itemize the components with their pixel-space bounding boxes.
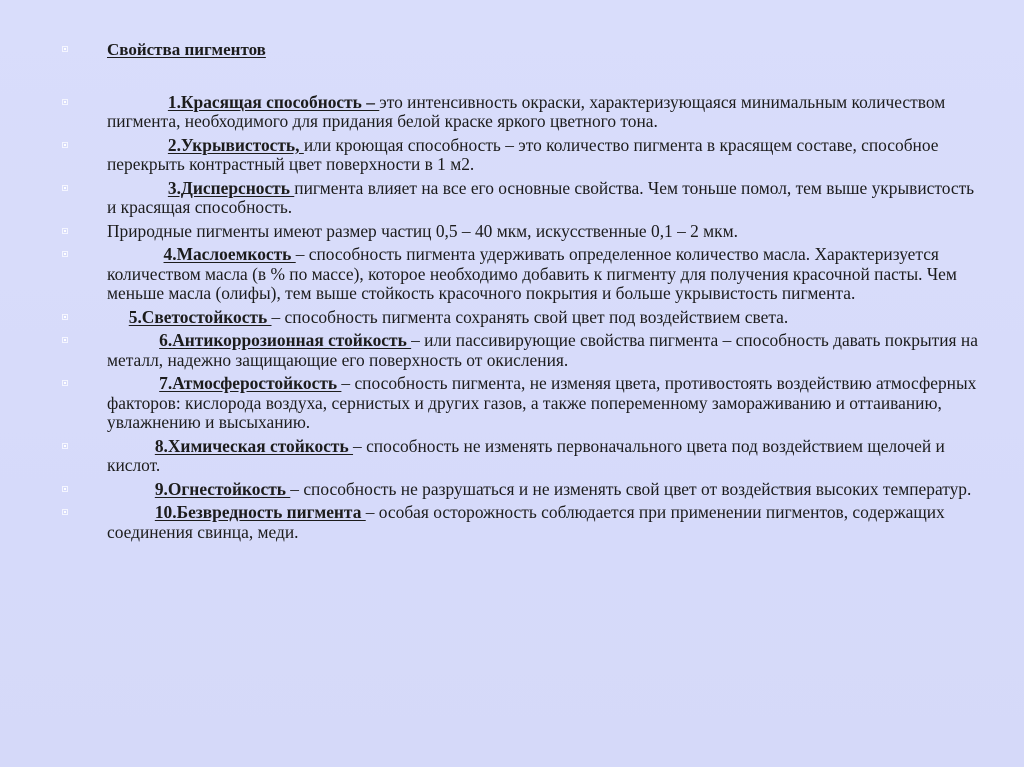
property-text: – особая осторожность соблюдается при применении пигментов, содержащих соединения свинца, меди. xyxy=(107,502,945,542)
property-term: 1.Красящая способность – xyxy=(167,91,380,112)
indent xyxy=(107,479,155,499)
indent xyxy=(107,178,168,198)
property-term: 6.Антикоррозионная стойкость xyxy=(159,330,412,350)
square-bullet-icon xyxy=(62,443,68,449)
square-bullet-icon xyxy=(62,99,68,105)
property-text: или кроющая способность – это количество пигмента в красящем составе, способное перекрыть контрастный цвет поверхности в 1 м2. xyxy=(107,134,939,174)
property-text: – способность не изменять первоначального цвета под воздействием щелочей и кислот. xyxy=(107,435,945,475)
square-bullet-icon xyxy=(62,509,68,515)
indent xyxy=(107,373,159,393)
property-text: это интенсивность окраски, характеризующаяся минимальным количеством пигмента, необходимого для придания белой краске яркого цветного тона. xyxy=(107,91,946,131)
indent xyxy=(107,244,164,264)
square-bullet-icon xyxy=(62,380,68,386)
list-item xyxy=(62,308,982,328)
list-item xyxy=(62,437,982,476)
list-item xyxy=(62,222,982,242)
slide-title: Свойства пигментов xyxy=(107,40,266,59)
indent xyxy=(107,502,155,522)
square-bullet-icon xyxy=(62,142,68,148)
property-term: 5.Светостойкость xyxy=(128,306,272,327)
square-bullet-icon xyxy=(62,185,68,191)
indent xyxy=(107,92,168,112)
property-text: – способность пигмента удерживать определенное количество масла. Характеризуется количеством масла (в % по массе), которое необходимо добавить к пигменту для получения красочной пасты. Чем меньше масла (олифы), тем выше стойкость красочного покрытия и больше укрывистость пигмента. xyxy=(107,244,957,303)
square-bullet-icon xyxy=(62,314,68,320)
property-text: Природные пигменты имеют размер частиц 0,5 – 40 мкм, искусственные 0,1 – 2 мкм. xyxy=(107,220,738,241)
list-item xyxy=(62,331,982,370)
indent xyxy=(107,135,168,155)
list-item xyxy=(62,480,982,500)
property-text: – способность пигмента сохранять свой цвет под воздействием света. xyxy=(271,306,789,327)
property-text: пигмента влияет на все его основные свойства. Чем тоньше помол, тем выше укрывистость и красящая способность. xyxy=(107,177,975,217)
slide-title-item xyxy=(62,40,982,60)
square-bullet-icon xyxy=(62,46,68,52)
property-text: – способность пигмента, не изменяя цвета, противостоять воздействию атмосферных факторов: кислорода воздуха, сернистых и других газов, а также попеременному замораживанию и оттаиванию, увлажнению и высыханию. xyxy=(107,373,977,432)
list-item xyxy=(62,179,982,218)
property-text: – способность не разрушаться и не изменять свой цвет от воздействия высоких температур. xyxy=(290,478,972,499)
list-item xyxy=(62,503,982,542)
bullet-list xyxy=(62,40,982,546)
property-term: 4.Маслоемкость xyxy=(163,244,296,264)
list-item xyxy=(62,374,982,433)
list-item xyxy=(62,136,982,175)
list-item xyxy=(62,245,982,304)
list-item xyxy=(62,93,982,132)
indent xyxy=(107,330,159,350)
property-term: 7.Атмосферостойкость xyxy=(159,373,342,393)
property-text: – или пассивирующие свойства пигмента – способность давать покрытия на металл, надежно защищающие его поверхность от окисления. xyxy=(107,330,978,370)
square-bullet-icon xyxy=(62,337,68,343)
property-term: 8.Химическая стойкость xyxy=(154,435,354,456)
property-term: 3.Дисперсность xyxy=(167,177,295,198)
square-bullet-icon xyxy=(62,486,68,492)
property-term: 9.Огнестойкость xyxy=(154,478,291,499)
indent xyxy=(107,307,129,327)
square-bullet-icon xyxy=(62,251,68,257)
property-term: 2.Укрывистость, xyxy=(167,134,304,155)
property-term: 10.Безвредность пигмента xyxy=(154,502,366,522)
square-bullet-icon xyxy=(62,228,68,234)
indent xyxy=(107,436,155,456)
